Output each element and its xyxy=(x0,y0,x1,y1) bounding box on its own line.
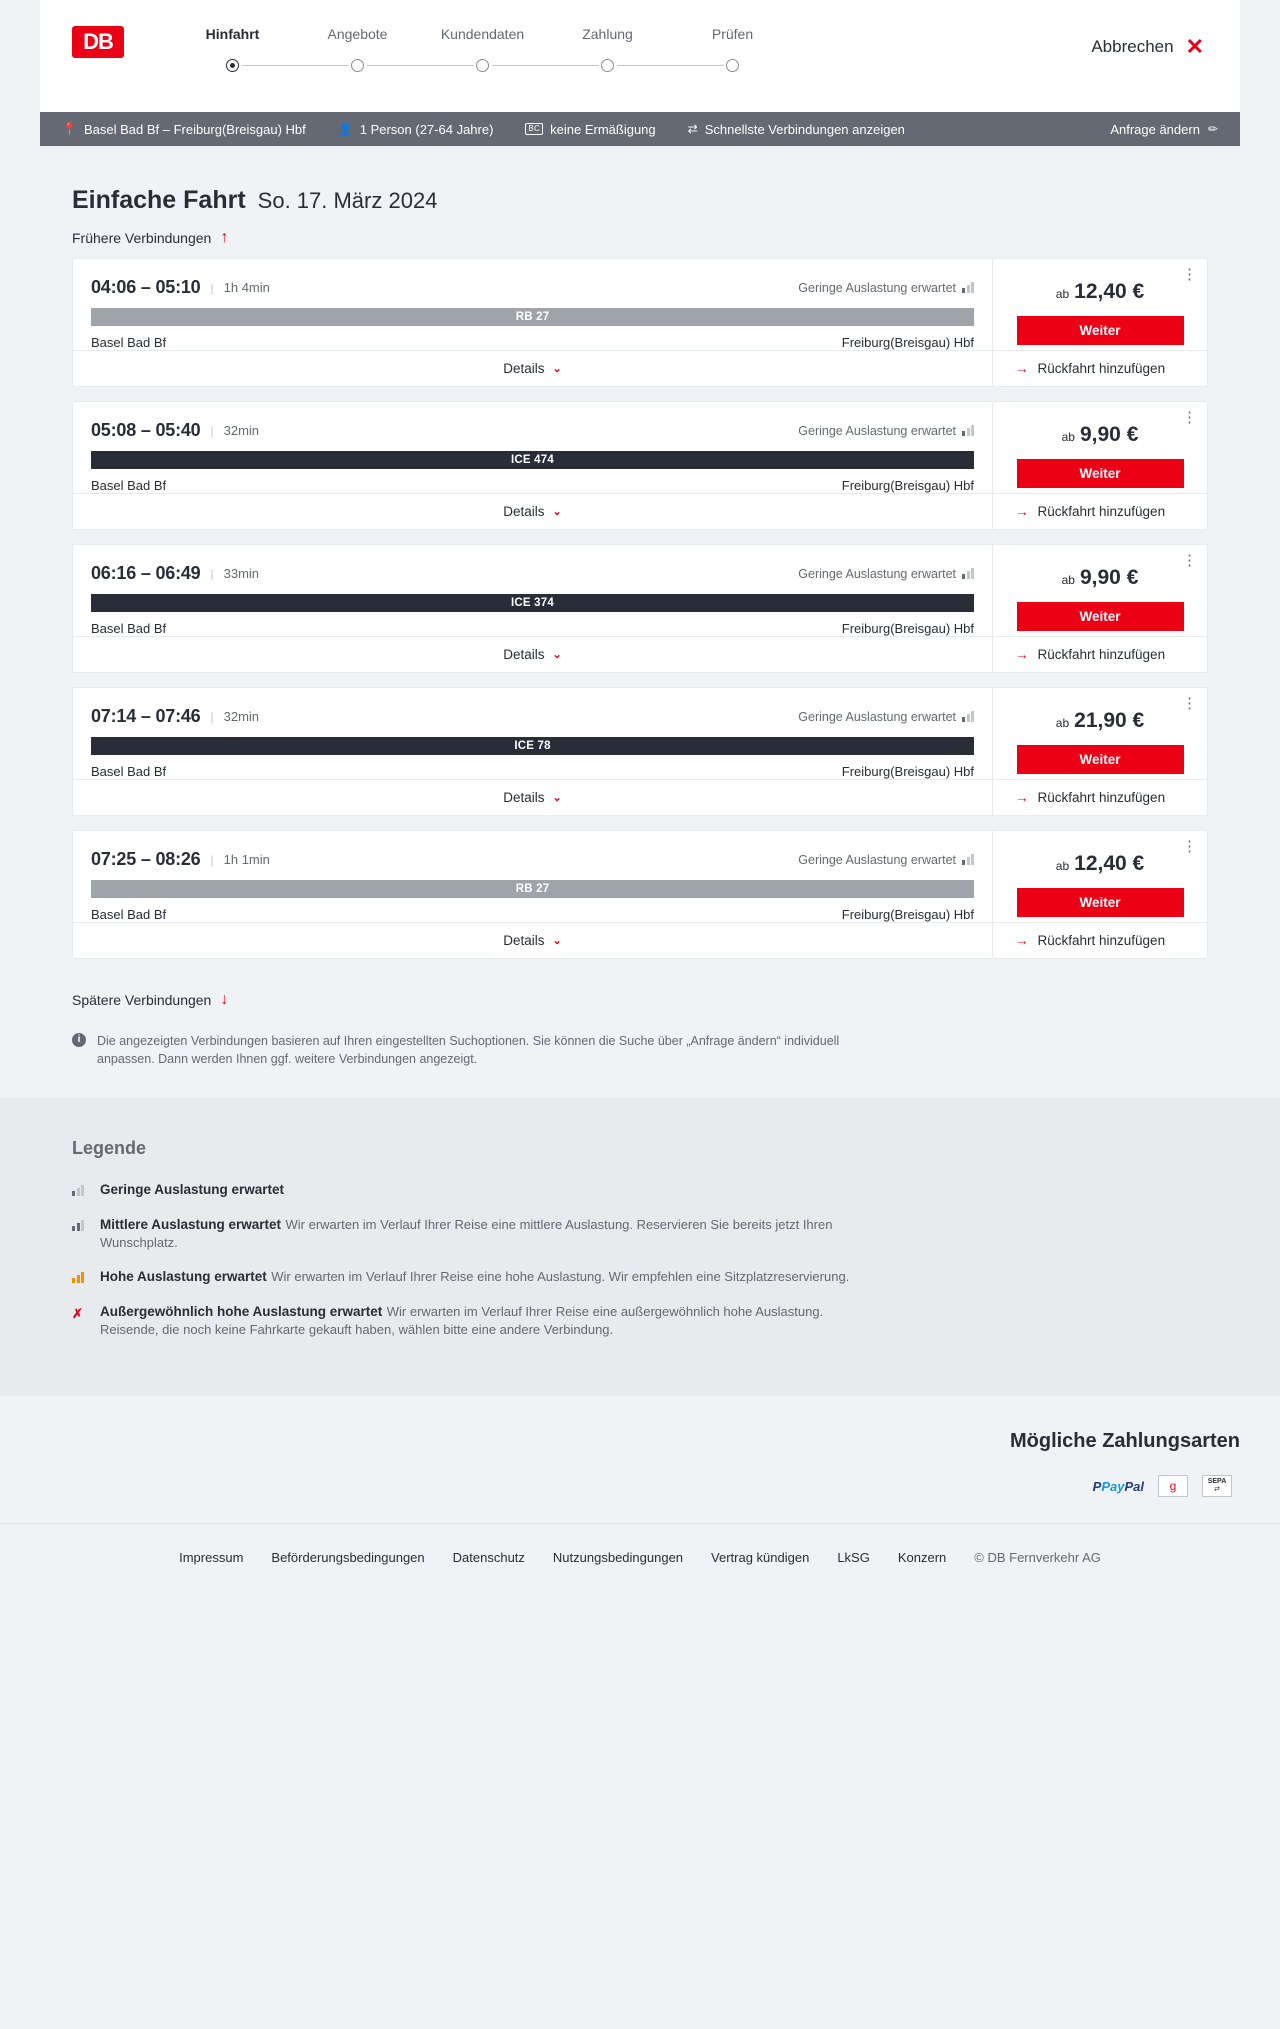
page-title xyxy=(72,186,1240,215)
step-label: Hinfahrt xyxy=(205,26,260,42)
connection-duration: 33min xyxy=(223,566,260,581)
occupancy-indicator xyxy=(798,853,974,867)
continue-button[interactable]: Weiter xyxy=(1017,316,1184,345)
cancel-button[interactable] xyxy=(1091,36,1204,58)
chevron-down-icon: ⌄ xyxy=(552,506,562,518)
price-area xyxy=(993,831,1207,922)
chevron-down-icon: ⌄ xyxy=(552,363,562,375)
chevron-down-icon: ⌄ xyxy=(552,649,562,661)
separator: | xyxy=(210,852,214,867)
payment-methods-section xyxy=(0,1396,1280,1523)
step-angebote[interactable] xyxy=(295,26,420,78)
destination-station: Freiburg(Breisgau) Hbf xyxy=(841,764,974,779)
price-prefix: ab xyxy=(1055,859,1070,873)
bahncard-icon: BC xyxy=(525,123,543,135)
connection-row[interactable] xyxy=(72,258,1208,387)
occupancy-label: Geringe Auslastung erwartet xyxy=(798,423,956,438)
origin-station: Basel Bad Bf xyxy=(91,621,167,636)
connection-actions xyxy=(992,831,1207,958)
step-hinfahrt[interactable] xyxy=(170,26,295,78)
connection-actions xyxy=(992,402,1207,529)
legend-item-extra-high xyxy=(72,1303,1240,1339)
arrow-up-icon: ↑ xyxy=(220,229,229,246)
occupancy-indicator xyxy=(798,710,974,724)
destination-station: Freiburg(Breisgau) Hbf xyxy=(841,335,974,350)
add-return-button[interactable] xyxy=(993,779,1207,815)
price-area xyxy=(993,545,1207,636)
occupancy-label: Geringe Auslastung erwartet xyxy=(798,280,956,295)
occupancy-label: Geringe Auslastung erwartet xyxy=(798,709,956,724)
origin-station: Basel Bad Bf xyxy=(91,907,167,922)
more-options-icon[interactable]: ⋮ xyxy=(1182,695,1197,712)
occupancy-indicator xyxy=(798,424,974,438)
sepa-icon: SEPA ⇄ xyxy=(1202,1475,1232,1497)
more-options-icon[interactable]: ⋮ xyxy=(1182,838,1197,855)
step-pruefen[interactable] xyxy=(670,26,795,78)
connection-duration: 1h 1min xyxy=(223,852,270,867)
details-label: Details xyxy=(503,647,545,662)
arrow-right-icon: → xyxy=(1015,790,1029,805)
search-summary-bar xyxy=(40,112,1240,146)
connection-times: 07:14 – 07:46 xyxy=(91,706,201,726)
legend-title: Legende xyxy=(72,1138,147,1159)
arrow-right-icon: → xyxy=(1015,504,1029,519)
summary-discount[interactable] xyxy=(509,122,671,137)
continue-button[interactable]: Weiter xyxy=(1017,888,1184,917)
search-hint xyxy=(72,1032,862,1068)
origin-station: Basel Bad Bf xyxy=(91,335,167,350)
destination-station: Freiburg(Breisgau) Hbf xyxy=(841,478,974,493)
continue-button[interactable]: Weiter xyxy=(1017,745,1184,774)
price-value: 12,40 € xyxy=(1074,280,1145,303)
price-value: 9,90 € xyxy=(1079,566,1139,589)
footer xyxy=(0,1523,1280,1599)
add-return-label: Rückfahrt hinzufügen xyxy=(1037,647,1166,662)
train-badge: ICE 474 xyxy=(91,451,974,469)
occupancy-bars-icon xyxy=(962,568,974,579)
footer-link-befoerderungsbedingungen[interactable]: Beförderungsbedingungen xyxy=(271,1550,425,1565)
legend-item-desc: Wir erwarten im Verlauf Ihrer Reise eine außergewöhnlich hohe Auslastung. Reisende, die noch keine Fahrkarte gekauft haben, wählen bitte eine andere Verbindung. xyxy=(100,1303,824,1337)
step-kundendaten[interactable] xyxy=(420,26,545,78)
occupancy-extra-high-icon: ✗ xyxy=(72,1305,83,1321)
occupancy-bars-icon xyxy=(962,854,974,865)
later-connections-label: Spätere Verbindungen xyxy=(72,992,212,1008)
footer-link-vertrag-kuendigen[interactable]: Vertrag kündigen xyxy=(711,1550,810,1565)
price-area xyxy=(993,402,1207,493)
occupancy-mid-icon xyxy=(72,1216,88,1252)
add-return-label: Rückfahrt hinzufügen xyxy=(1037,933,1166,948)
connection-actions xyxy=(992,688,1207,815)
later-connections-button[interactable] xyxy=(72,991,228,1009)
details-toggle[interactable] xyxy=(73,493,992,529)
connection-row[interactable] xyxy=(72,830,1208,959)
step-label: Zahlung xyxy=(582,26,633,42)
continue-button[interactable]: Weiter xyxy=(1017,602,1184,631)
arrow-right-icon: → xyxy=(1015,647,1029,662)
legend-item-desc: Wir erwarten im Verlauf Ihrer Reise eine hohe Auslastung. Wir empfehlen eine Sitzplatzreservierung. xyxy=(271,1268,850,1284)
price xyxy=(1056,280,1144,304)
chevron-down-icon: ⌄ xyxy=(552,792,562,804)
connection-details xyxy=(73,259,992,386)
price-value: 9,90 € xyxy=(1079,423,1139,446)
price-value: 21,90 € xyxy=(1074,709,1145,732)
connection-actions xyxy=(992,259,1207,386)
details-toggle[interactable] xyxy=(73,350,992,386)
cancel-label: Abbrechen xyxy=(1091,37,1174,56)
connection-details xyxy=(73,545,992,672)
details-label: Details xyxy=(503,933,545,948)
sort-icon: ⇄ xyxy=(687,122,698,136)
summary-route[interactable] xyxy=(54,122,322,137)
step-dot xyxy=(726,59,739,72)
paypal-icon: P Pay Pal xyxy=(1092,1478,1144,1494)
destination-station: Freiburg(Breisgau) Hbf xyxy=(841,907,974,922)
more-options-icon[interactable]: ⋮ xyxy=(1182,552,1197,569)
chevron-down-icon: ⌄ xyxy=(552,935,562,947)
occupancy-label: Geringe Auslastung erwartet xyxy=(798,566,956,581)
payment-icons xyxy=(40,1475,1240,1497)
more-options-icon[interactable]: ⋮ xyxy=(1182,266,1197,283)
occupancy-bars-icon xyxy=(962,425,974,436)
train-badge: RB 27 xyxy=(91,880,974,898)
price-area xyxy=(993,688,1207,779)
price-prefix: ab xyxy=(1061,573,1075,587)
price xyxy=(1056,709,1144,733)
more-options-icon[interactable]: ⋮ xyxy=(1182,409,1197,426)
footer-link-impressum[interactable]: Impressum xyxy=(179,1550,244,1565)
step-label: Angebote xyxy=(327,26,388,42)
occupancy-indicator xyxy=(798,281,974,295)
add-return-label: Rückfahrt hinzufügen xyxy=(1037,504,1166,519)
price-prefix: ab xyxy=(1055,716,1070,730)
price xyxy=(1062,423,1139,447)
main-content xyxy=(0,186,1280,1098)
person-icon: 👤 xyxy=(337,122,353,136)
connection-duration: 1h 4min xyxy=(223,280,270,295)
legend-item-desc: Wir erwarten im Verlauf Ihrer Reise eine mittlere Auslastung. Reservieren Sie bereits jetzt Ihren Wunschplatz. xyxy=(100,1217,833,1251)
price xyxy=(1062,566,1139,590)
legend-item-high xyxy=(72,1268,1240,1288)
connection-details xyxy=(73,831,992,958)
add-return-button[interactable] xyxy=(993,493,1207,529)
train-badge: RB 27 xyxy=(91,308,974,326)
price-area xyxy=(993,259,1207,350)
details-toggle[interactable] xyxy=(73,922,992,958)
connection-details xyxy=(73,688,992,815)
connection-times: 07:25 – 08:26 xyxy=(91,849,201,869)
connection-row[interactable] xyxy=(72,401,1208,530)
connection-details xyxy=(73,402,992,529)
step-dot xyxy=(476,59,489,72)
legend-item-title: Mittlere Auslastung erwartet xyxy=(100,1217,282,1233)
connection-duration: 32min xyxy=(223,709,260,724)
price xyxy=(1056,852,1144,876)
header-bar xyxy=(40,0,1240,112)
location-pin-icon: 📍 xyxy=(62,122,77,136)
step-dot xyxy=(351,59,364,72)
search-hint-text: Die angezeigten Verbindungen basieren auf Ihren eingestellten Suchoptionen. Sie können die Suche über „Anfrage ändern“ individuell anpassen. Dann werden Ihnen ggf. weitere Verbindungen angezeigt. xyxy=(97,1034,840,1067)
connection-times: 06:16 – 06:49 xyxy=(91,563,201,583)
occupancy-label: Geringe Auslastung erwartet xyxy=(798,852,956,867)
continue-button[interactable]: Weiter xyxy=(1017,459,1184,488)
add-return-label: Rückfahrt hinzufügen xyxy=(1037,361,1166,376)
legend-item-low xyxy=(72,1181,1240,1201)
summary-sorting-label: Schnellste Verbindungen anzeigen xyxy=(704,121,905,137)
step-dot xyxy=(226,59,239,72)
step-dot xyxy=(601,59,614,72)
connection-actions xyxy=(992,545,1207,672)
add-return-button[interactable] xyxy=(993,636,1207,672)
details-label: Details xyxy=(503,790,545,805)
summary-passengers-label: 1 Person (27-64 Jahre) xyxy=(359,121,494,137)
payment-methods-title: Mögliche Zahlungsarten xyxy=(1009,1430,1240,1452)
step-zahlung[interactable] xyxy=(545,26,670,78)
legend-section xyxy=(0,1098,1280,1396)
add-return-button[interactable] xyxy=(993,922,1207,958)
details-toggle[interactable] xyxy=(73,636,992,672)
connection-row[interactable] xyxy=(72,687,1208,816)
footer-copyright: © DB Fernverkehr AG xyxy=(974,1550,1101,1565)
add-return-button[interactable] xyxy=(993,350,1207,386)
origin-station: Basel Bad Bf xyxy=(91,764,167,779)
price-prefix: ab xyxy=(1055,287,1070,301)
add-return-label: Rückfahrt hinzufügen xyxy=(1037,790,1166,805)
destination-station: Freiburg(Breisgau) Hbf xyxy=(841,621,974,636)
legend-item-title: Außergewöhnlich hohe Auslastung erwartet xyxy=(100,1303,383,1319)
train-badge: ICE 374 xyxy=(91,594,974,612)
connection-times: 04:06 – 05:10 xyxy=(91,277,201,297)
separator: | xyxy=(210,566,214,581)
step-label: Prüfen xyxy=(711,26,754,42)
earlier-connections-label: Frühere Verbindungen xyxy=(72,230,212,246)
price-prefix: ab xyxy=(1061,430,1075,444)
connection-times: 05:08 – 05:40 xyxy=(91,420,201,440)
earlier-connections-button[interactable] xyxy=(72,229,228,247)
legend-item-mid xyxy=(72,1216,1240,1252)
progress-stepper xyxy=(170,26,795,78)
legend-item-title: Hohe Auslastung erwartet xyxy=(100,1268,267,1284)
giropay-icon: g xyxy=(1158,1475,1188,1497)
edit-search-button[interactable] xyxy=(1110,122,1226,137)
step-label: Kundendaten xyxy=(440,26,525,42)
details-toggle[interactable] xyxy=(73,779,992,815)
train-badge: ICE 78 xyxy=(91,737,974,755)
trip-date-label: So. 17. März 2024 xyxy=(257,188,438,213)
edit-search-label: Anfrage ändern xyxy=(1110,121,1200,137)
info-icon: i xyxy=(72,1033,86,1047)
footer-link-lksg[interactable]: LkSG xyxy=(837,1550,870,1565)
summary-sorting[interactable] xyxy=(672,122,921,137)
origin-station: Basel Bad Bf xyxy=(91,478,167,493)
occupancy-bars-icon xyxy=(962,711,974,722)
connection-list xyxy=(72,258,1208,959)
arrow-right-icon: → xyxy=(1015,933,1029,948)
occupancy-low-icon xyxy=(72,1181,88,1201)
occupancy-high-icon xyxy=(72,1268,88,1288)
details-label: Details xyxy=(503,504,545,519)
price-value: 12,40 € xyxy=(1074,852,1145,875)
legend-item-title: Geringe Auslastung erwartet xyxy=(100,1182,285,1198)
summary-passengers[interactable] xyxy=(322,122,510,137)
db-logo[interactable]: DB xyxy=(72,26,124,58)
separator: | xyxy=(210,280,214,295)
summary-discount-label: keine Ermäßigung xyxy=(550,121,656,137)
close-icon[interactable]: ✕ xyxy=(1185,34,1204,59)
arrow-right-icon: → xyxy=(1015,361,1029,376)
connection-row[interactable] xyxy=(72,544,1208,673)
trip-type-label: Einfache Fahrt xyxy=(72,186,246,214)
details-label: Details xyxy=(503,361,545,376)
arrow-down-icon: ↓ xyxy=(220,991,229,1008)
separator: | xyxy=(210,709,214,724)
footer-link-nutzungsbedingungen[interactable]: Nutzungsbedingungen xyxy=(552,1550,684,1565)
summary-route-label: Basel Bad Bf – Freiburg(Breisgau) Hbf xyxy=(83,121,306,137)
connection-duration: 32min xyxy=(223,423,260,438)
occupancy-bars-icon xyxy=(962,282,974,293)
separator: | xyxy=(210,423,214,438)
footer-link-konzern[interactable]: Konzern xyxy=(897,1550,947,1565)
pencil-icon: ✏ xyxy=(1207,122,1218,136)
footer-link-datenschutz[interactable]: Datenschutz xyxy=(452,1550,525,1565)
occupancy-indicator xyxy=(798,567,974,581)
